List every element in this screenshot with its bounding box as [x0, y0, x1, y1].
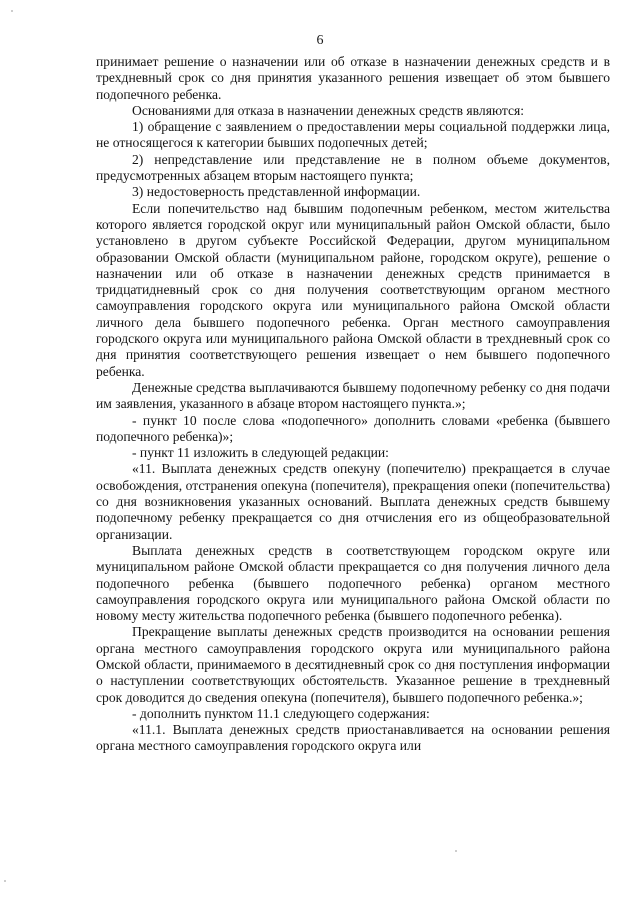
- paragraph-amend-item-11: - пункт 11 изложить в следующей редакции:: [132, 445, 389, 461]
- paragraph-item-11-transfer: Выплата денежных средств в соответствующем городском округе или муниципальном районе Омской области прекращается со дня получения личного дела подопечного ребенка (бывшего подопечного ребенка) органом местного самоуправления городского округа или муниципального района Омской области по новому месту жительства подопечного ребенка (бывшего подопечного ребенка).: [96, 542, 610, 624]
- page-number: 6: [316, 33, 324, 48]
- scan-speck: [11, 10, 13, 12]
- paragraph-guardianship-other-region: Если попечительство над бывшим подопечным ребенком, местом жительства которого является городской округ или муниципальный район Омской области, было установлено в другом субъекте Российской Федерации, другом муниципальном образовании Омской области (муниципальном районе, городском округе), решение о назначении или об отказе в назначении денежных средств принимается в тридцатидневный срок со дня получения соответствующим органом местного самоуправления городского округа или муниципального района Омской области личного дела бывшего подопечного ребенка. Орган местного самоуправления городского округа или муниципального района Омской области в трехдневный срок со дня принятия соответствующего решения извещает о нем бывшего подопечного ребенка.: [96, 200, 610, 379]
- paragraph-refusal-item-3: 3) недостоверность представленной информации.: [132, 184, 421, 200]
- paragraph-refusal-grounds: Основаниями для отказа в назначении денежных средств являются:: [132, 102, 525, 118]
- scan-speck: [455, 850, 457, 852]
- paragraph-payment-start: Денежные средства выплачиваются бывшему подопечному ребенку со дня подачи им заявления, указанного в абзаце втором настоящего пункта.»;: [96, 379, 610, 412]
- paragraph-amend-item-10: - пункт 10 после слова «подопечного» дополнить словами «ребенка (бывшего подопечного ребенка)»;: [96, 412, 610, 444]
- paragraph-add-item-11-1: - дополнить пунктом 11.1 следующего содержания:: [132, 705, 430, 721]
- paragraph-continuation: принимает решение о назначении или об отказе в назначении денежных средств и в трехдневный срок со дня принятия указанного решения извещает об этом бывшего подопечного ребенка.: [96, 54, 610, 102]
- scan-speck: [4, 880, 6, 882]
- paragraph-item-11-termination: Прекращение выплаты денежных средств производится на основании решения органа местного самоуправления городского округа или муниципального района Омской области, принимаемого в десятидневный срок со дня поступления информации о наступлении соответствующих обстоятельств. Указанное решение в трехдневный срок доводится до сведения опекуна (попечителя), бывшего подопечного ребенка.»;: [96, 624, 610, 705]
- paragraph-refusal-item-1: 1) обращение с заявлением о предоставлении меры социальной поддержки лица, не относящегося к категории бывших подопечных детей;: [96, 119, 610, 151]
- paragraph-refusal-item-2: 2) непредставление или представление не в полном объеме документов, предусмотренных абзацем вторым настоящего пункта;: [96, 151, 610, 184]
- paragraph-item-11-1-text: «11.1. Выплата денежных средств приостанавливается на основании решения органа местного самоуправления городского округа или: [96, 722, 610, 754]
- document-body: [96, 54, 610, 755]
- paragraph-item-11-text: «11. Выплата денежных средств опекуну (попечителю) прекращается в случае освобождения, отстранения опекуна (попечителя), прекращения опеки (попечительства) со дня возникновения указанных оснований. Выплата денежных средств бывшему подопечному ребенку прекращается со дня отчисления его из общеобразовательной организации.: [96, 461, 610, 542]
